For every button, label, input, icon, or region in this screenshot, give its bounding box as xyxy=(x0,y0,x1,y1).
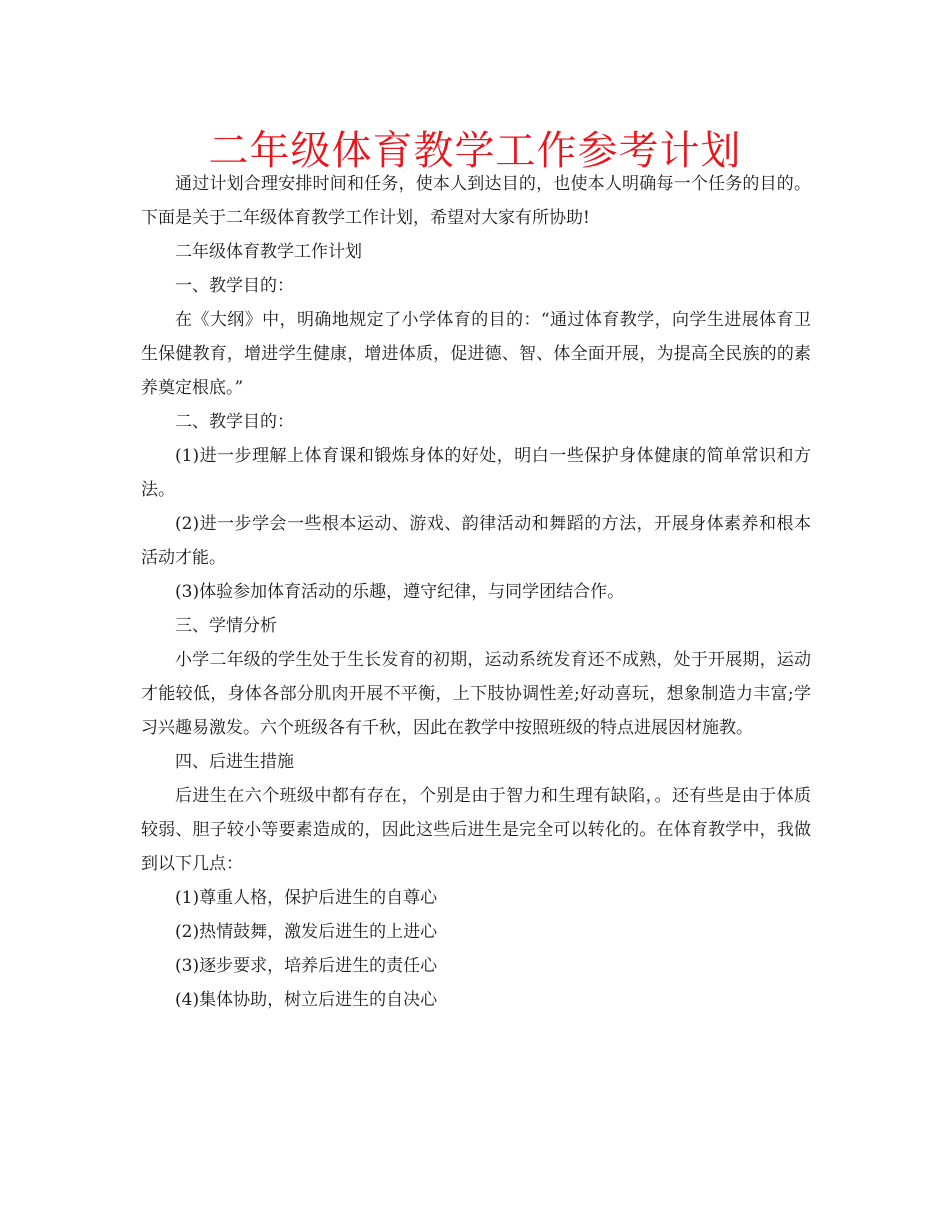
paragraph-measures: 后进生在六个班级中都有存在，个别是由于智力和生理有缺陷，。还有些是由于体质较弱、胆子较小等要素造成的，因此这些后进生是完全可以转化的。在体育教学中，我做到以下几点： xyxy=(141,786,811,874)
section-heading-1: 一、教学目的： xyxy=(175,276,294,296)
list-item-goal-1: (1)进一步理解上体育课和锻炼身体的好处，明白一些保护身体健康的简单常识和方法。 xyxy=(141,446,811,500)
section-heading-4: 四、后进生措施 xyxy=(175,752,294,772)
list-item-measure-2: (2)热情鼓舞，激发后进生的上进心 xyxy=(175,922,438,942)
paragraph-intro: 通过计划合理安排时间和任务，使本人到达目的，也使本人明确每一个任务的目的。下面是关于二年级体育教学工作计划，希望对大家有所协助! xyxy=(141,174,811,228)
document-title: 二年级体育教学工作参考计划 xyxy=(208,128,742,174)
list-item-measure-4: (4)集体协助，树立后进生的自决心 xyxy=(175,990,438,1010)
section-heading-3: 三、学情分析 xyxy=(175,616,277,636)
document-body xyxy=(141,167,811,1017)
list-item-goal-3: (3)体验参加体育活动的乐趣，遵守纪律，与同学团结合作。 xyxy=(175,582,625,602)
section-heading-2: 二、教学目的： xyxy=(175,412,294,432)
paragraph-syllabus: 在《大纲》中，明确地规定了小学体育的目的：“通过体育教学，向学生进展体育卫生保健教育，增进学生健康，增进体质，促进德、智、体全面开展，为提高全民族的的素养奠定根底。” xyxy=(141,310,811,398)
paragraph-analysis: 小学二年级的学生处于生长发育的初期，运动系统发育还不成熟，处于开展期，运动才能较低，身体各部分肌肉开展不平衡，上下肢协调性差;好动喜玩，想象制造力丰富;学习兴趣易激发。六个班级各有千秋，因此在教学中按照班级的特点进展因材施教。 xyxy=(141,650,811,738)
list-item-measure-1: (1)尊重人格，保护后进生的自尊心 xyxy=(175,888,438,908)
list-item-goal-2: (2)进一步学会一些根本运动、游戏、韵律活动和舞蹈的方法，开展身体素养和根本活动才能。 xyxy=(141,514,811,568)
list-item-measure-3: (3)逐步要求，培养后进生的责任心 xyxy=(175,956,438,976)
paragraph-subtitle: 二年级体育教学工作计划 xyxy=(175,242,362,262)
